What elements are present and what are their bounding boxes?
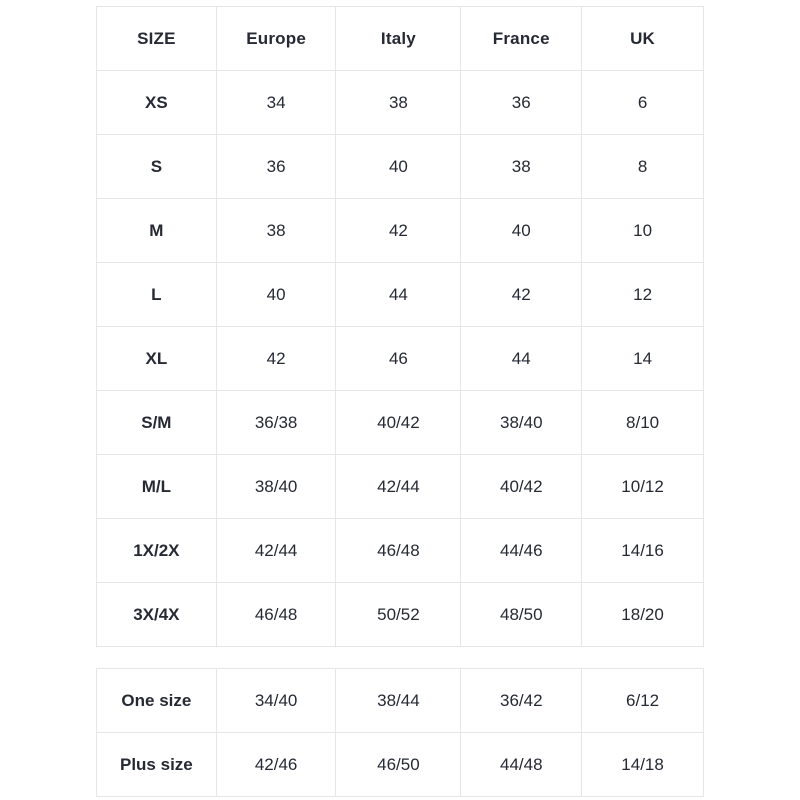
cell-italy: 46/50: [336, 733, 461, 797]
table-row: [97, 263, 704, 327]
cell-france: 48/50: [461, 583, 582, 647]
cell-italy: 50/52: [336, 583, 461, 647]
cell-size: S: [97, 135, 217, 199]
cell-size: Plus size: [97, 733, 217, 797]
cell-france: 38/40: [461, 391, 582, 455]
cell-italy: 42/44: [336, 455, 461, 519]
cell-uk: 8: [582, 135, 704, 199]
cell-size: M/L: [97, 455, 217, 519]
cell-france: 36/42: [461, 669, 582, 733]
primary-size-table-container: [96, 6, 704, 647]
cell-italy: 38: [336, 71, 461, 135]
column-header-italy: Italy: [336, 7, 461, 71]
cell-europe: 42/44: [216, 519, 336, 583]
table-row: [97, 391, 704, 455]
cell-size: XL: [97, 327, 217, 391]
cell-uk: 10/12: [582, 455, 704, 519]
cell-italy: 44: [336, 263, 461, 327]
cell-size: 1X/2X: [97, 519, 217, 583]
cell-europe: 38: [216, 199, 336, 263]
table-row: [97, 455, 704, 519]
table-header-row: [97, 7, 704, 71]
cell-europe: 36/38: [216, 391, 336, 455]
cell-size: S/M: [97, 391, 217, 455]
cell-france: 40: [461, 199, 582, 263]
column-header-europe: Europe: [216, 7, 336, 71]
cell-france: 40/42: [461, 455, 582, 519]
cell-size: M: [97, 199, 217, 263]
cell-uk: 14/18: [582, 733, 704, 797]
column-header-uk: UK: [582, 7, 704, 71]
cell-europe: 40: [216, 263, 336, 327]
table-row: [97, 669, 704, 733]
table-row: [97, 733, 704, 797]
table-row: [97, 519, 704, 583]
cell-italy: 46: [336, 327, 461, 391]
column-header-france: France: [461, 7, 582, 71]
cell-uk: 12: [582, 263, 704, 327]
table-row: [97, 583, 704, 647]
cell-uk: 14/16: [582, 519, 704, 583]
cell-size: XS: [97, 71, 217, 135]
cell-france: 44/46: [461, 519, 582, 583]
table-row: [97, 199, 704, 263]
cell-size: 3X/4X: [97, 583, 217, 647]
cell-europe: 38/40: [216, 455, 336, 519]
cell-europe: 36: [216, 135, 336, 199]
cell-uk: 6: [582, 71, 704, 135]
table-row: [97, 135, 704, 199]
cell-uk: 6/12: [582, 669, 704, 733]
table-row: [97, 71, 704, 135]
table-header: [97, 7, 704, 71]
column-header-size: SIZE: [97, 7, 217, 71]
cell-size: One size: [97, 669, 217, 733]
cell-europe: 46/48: [216, 583, 336, 647]
table-body: [97, 669, 704, 797]
cell-uk: 10: [582, 199, 704, 263]
cell-italy: 40/42: [336, 391, 461, 455]
cell-italy: 42: [336, 199, 461, 263]
cell-france: 38: [461, 135, 582, 199]
cell-france: 36: [461, 71, 582, 135]
cell-italy: 46/48: [336, 519, 461, 583]
table-body: [97, 71, 704, 647]
primary-size-table: [96, 6, 704, 647]
secondary-size-table-container: [96, 668, 704, 797]
cell-france: 44: [461, 327, 582, 391]
cell-italy: 38/44: [336, 669, 461, 733]
cell-europe: 34/40: [216, 669, 336, 733]
cell-europe: 34: [216, 71, 336, 135]
cell-europe: 42/46: [216, 733, 336, 797]
cell-size: L: [97, 263, 217, 327]
secondary-size-table: [96, 668, 704, 797]
table-row: [97, 327, 704, 391]
cell-europe: 42: [216, 327, 336, 391]
cell-france: 44/48: [461, 733, 582, 797]
cell-uk: 18/20: [582, 583, 704, 647]
cell-uk: 8/10: [582, 391, 704, 455]
cell-france: 42: [461, 263, 582, 327]
cell-italy: 40: [336, 135, 461, 199]
cell-uk: 14: [582, 327, 704, 391]
